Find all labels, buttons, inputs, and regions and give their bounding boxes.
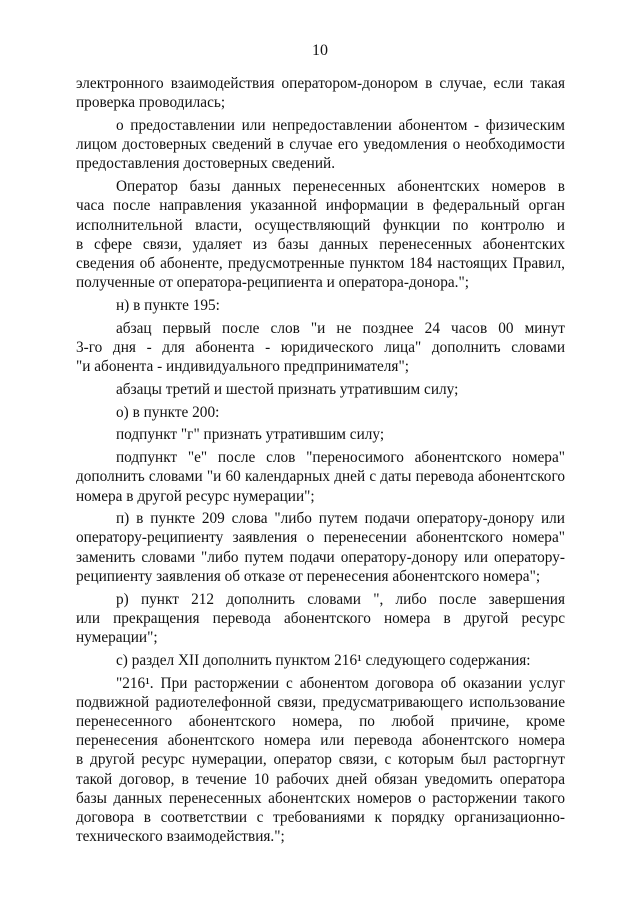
text-line: о) в пункте 200:: [116, 403, 220, 421]
text-line: лицом достоверных сведений в случае его уведомления о необходимости: [76, 136, 565, 154]
text-line: "и абонента - индивидуального предпринимателя";: [76, 358, 409, 375]
text-line: дополнить словами "и 60 календарных дней с даты перевода абонентского: [76, 468, 565, 486]
text-line: нумерации";: [76, 629, 158, 646]
document-body: [76, 74, 565, 846]
text-line: реципиенту заявления об отказе от перенесения абонентского номера";: [76, 567, 541, 585]
text-line: проверка проводилась;: [76, 94, 226, 112]
text-line: "216¹. При расторжении с абонентом договора об оказании услуг: [116, 674, 565, 692]
text-line: электронного взаимодействия оператором-донором в случае, если такая: [76, 75, 565, 92]
text-line: в сфере связи, удаляет из базы данных перенесенных абонентских: [76, 235, 565, 253]
text-line: подпункт "е" после слов "переносимого абонентского номера": [116, 449, 565, 467]
text-line: заменить словами "либо путем подачи оператору-донору или оператору-: [76, 548, 565, 566]
text-line: номера в другой ресурс нумерации";: [76, 487, 315, 505]
text-line: технического взаимодействия.";: [76, 828, 285, 846]
page-number: 10: [312, 42, 328, 59]
text-line: абзац первый после слов "и не позднее 24 часов 00 минут: [116, 319, 565, 337]
text-line: 3-го дня - для абонента - юридического лица" дополнить словами: [76, 338, 565, 356]
text-line: р) пункт 212 дополнить словами ", либо после завершения: [116, 590, 565, 608]
text-line: сведения об абоненте, предусмотренные пунктом 184 настоящих Правил,: [76, 254, 565, 272]
text-line: исполнительной власти, осуществляющий функции по контролю и: [76, 216, 565, 234]
text-line: полученные от оператора-реципиента и оператора-донора.";: [76, 274, 469, 292]
text-line: о предоставлении или непредоставлении абонентом - физическим: [116, 116, 565, 134]
text-line: такой договор, в течение 10 рабочих дней обязан уведомить оператора: [76, 770, 565, 788]
text-line: абзацы третий и шестой признать утратившим силу;: [116, 380, 459, 398]
text-line: предоставления достоверных сведений.: [76, 155, 336, 173]
text-line: подвижной радиотелефонной связи, предусматривающего использование: [76, 693, 565, 711]
text-line: базы данных перенесенных абонентских номеров о расторжении такого: [76, 789, 565, 807]
text-line: перенесенного абонентского номера, по любой причине, кроме: [76, 712, 565, 730]
text-line: Оператор базы данных перенесенных абонентских номеров в: [116, 178, 565, 196]
text-line: или прекращения перевода абонентского номера в другой ресурс: [76, 609, 565, 627]
text-line: перенесения абонентского номера или перевода абонентского номера: [76, 732, 565, 750]
text-line: подпункт "г" признать утратившим силу;: [116, 426, 385, 444]
text-line: договора в соответствии с требованиями к порядку организационно-: [76, 808, 565, 826]
text-line: оператору-реципиенту заявления о перенесении абонентского номера": [76, 529, 565, 547]
text-line: н) в пункте 195:: [116, 296, 220, 314]
text-line: часа после направления указанной информации в федеральный орган: [76, 197, 565, 215]
text-line: в другой ресурс нумерации, оператор связи, с которым был расторгнут: [76, 751, 565, 769]
text-line: с) раздел XII дополнить пунктом 216¹ следующего содержания:: [116, 651, 531, 669]
text-line: п) в пункте 209 слова "либо путем подачи оператору-донору или: [116, 510, 565, 528]
